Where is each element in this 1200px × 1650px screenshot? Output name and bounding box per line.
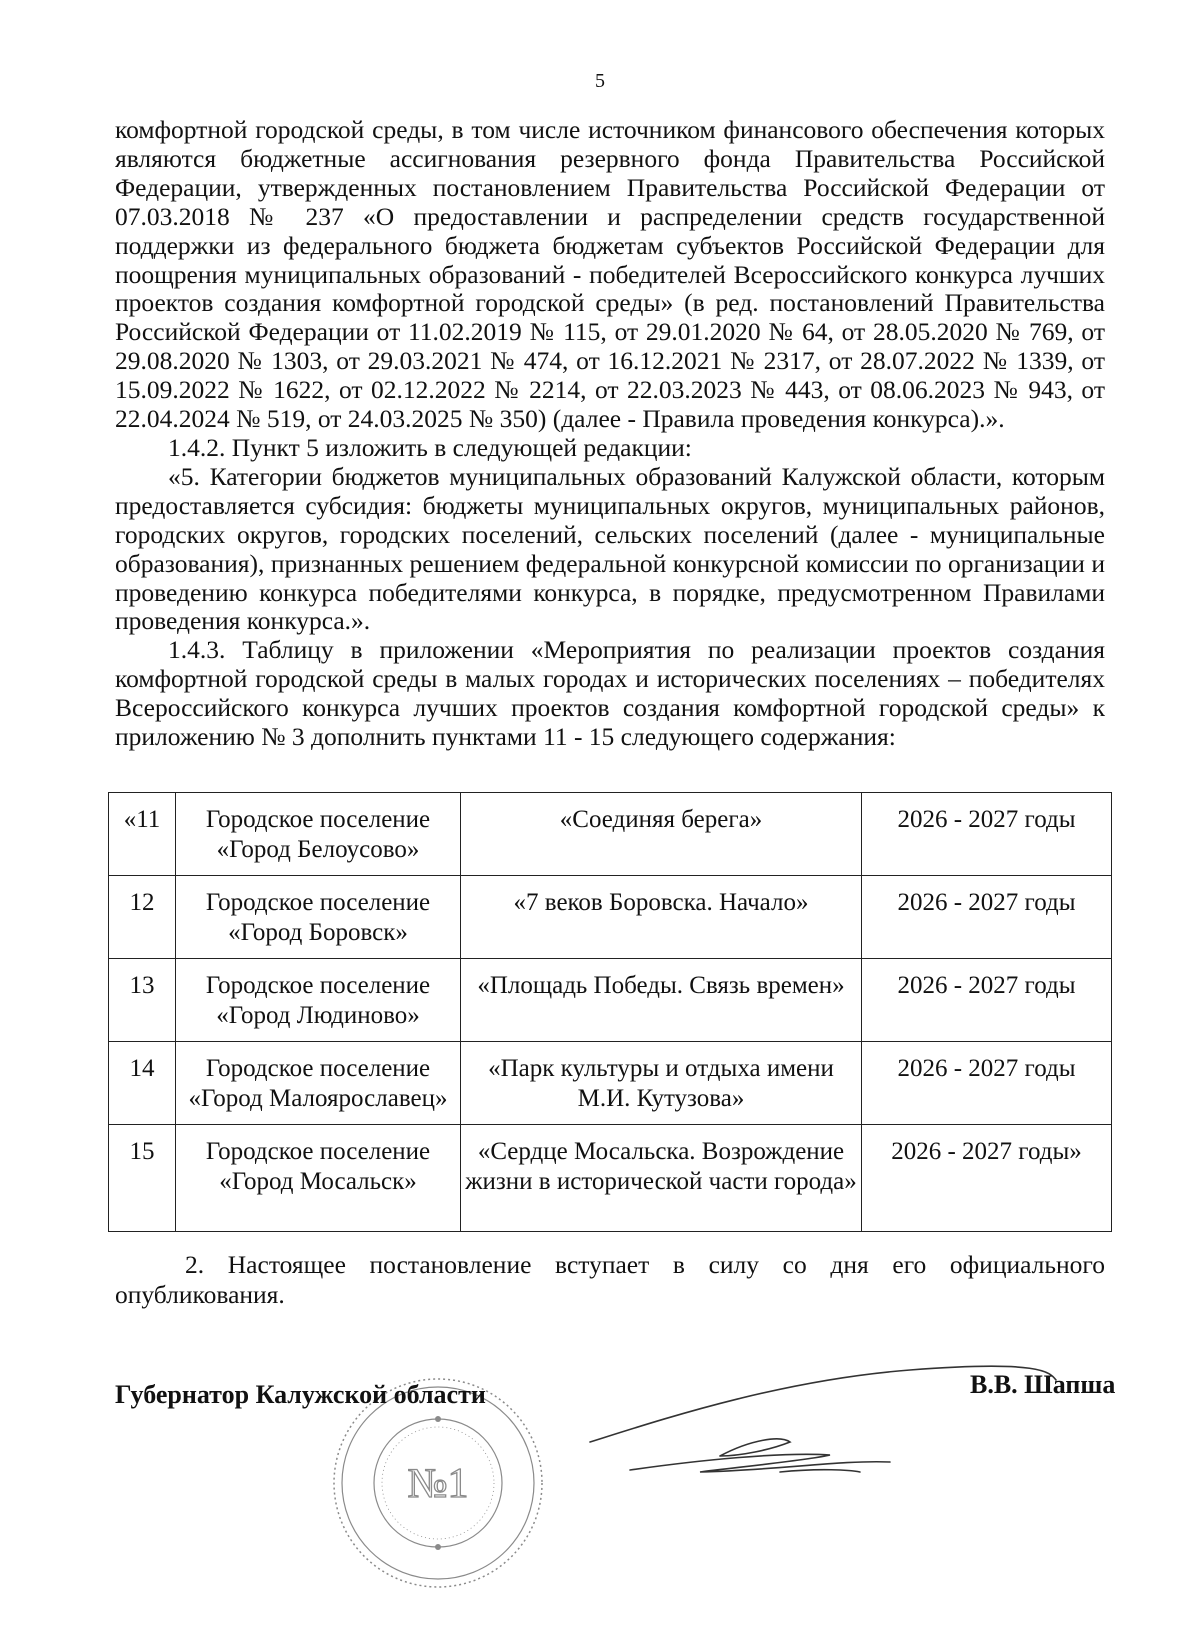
paragraph-continuation: комфортной городской среды, в том числе источником финансового обеспечения которых являются бюджетные ассигнования резервного фонда Правительства Российской Федерации, утвержденных постановлением Правительства Российской Федерации от 07.03.2018 № 237 «О предоставлении и распределении средств государственной поддержки из федерального бюджета бюджетам субъектов Российской Федерации для поощрения муниципальных образований - победителей Всероссийского конкурса лучших проектов создания комфортной городской среды» (в ред. постановлений Правительства Российской Федерации от 11.02.2019 № 115, от 29.01.2020 № 64, от 28.05.2020 № 769, от 29.08.2020 № 1303, от 29.03.2021 № 474, от 16.12.2021 № 2317, от 28.07.2022 № 1339, от 15.09.2022 № 1622, от 02.12.2022 № 2214, от 22.03.2023 № 443, от 08.06.2023 № 943, от 22.04.2024 № 519, от 24.03.2025 № 350) (далее - Правила проведения конкурса).».	[115, 115, 1105, 434]
years-cell: 2026 - 2027 годы	[862, 959, 1112, 1042]
project-cell: «Площадь Победы. Связь времен»	[461, 959, 862, 1042]
governor-name: В.В. Шапша	[970, 1370, 1116, 1399]
project-cell: «7 веков Боровска. Начало»	[461, 876, 862, 959]
project-cell: «Парк культуры и отдыха имени М.И. Кутузова»	[461, 1042, 862, 1125]
table-row	[109, 793, 1112, 876]
table-row	[109, 876, 1112, 959]
projects-table	[108, 792, 1112, 1232]
body-text	[115, 116, 1105, 752]
row-number: 15	[109, 1125, 176, 1232]
municipality-cell: Городское поселение «Город Белоусово»	[176, 793, 461, 876]
paragraph-1-4-2: 1.4.2. Пункт 5 изложить в следующей редакции:	[168, 432, 692, 462]
years-cell: 2026 - 2027 годы	[862, 793, 1112, 876]
governor-title: Губернатор Калужской области	[115, 1380, 486, 1409]
row-number: 12	[109, 876, 176, 959]
project-cell: «Соединяя берега»	[461, 793, 862, 876]
paragraph-point-5: «5. Категории бюджетов муниципальных образований Калужской области, которым предоставляется субсидия: бюджеты муниципальных округов, муниципальных районов, городских округов, городских поселений, сельских поселений (далее - муниципальные образования), признанных решением федеральной конкурсной комиссии по организации и проведению конкурса победителями конкурса, в порядке, предусмотренном Правилами проведения конкурса.».	[115, 461, 1105, 636]
municipality-cell: Городское поселение «Город Малоярославец»	[176, 1042, 461, 1125]
years-cell: 2026 - 2027 годы»	[862, 1125, 1112, 1232]
row-number: 13	[109, 959, 176, 1042]
final-paragraph: 2. Настоящее постановление вступает в силу со дня его официального опубликования.	[115, 1250, 1105, 1309]
page-number: 5	[595, 70, 605, 92]
paragraph-1-4-3: 1.4.3. Таблицу в приложении «Мероприятия по реализации проектов создания комфортной городской среды в малых городах и исторических поселениях – победителях Всероссийского конкурса лучших проектов создания комфортной городской среды» к приложению № 3 дополнить пунктами 11 - 15 следующего содержания:	[115, 635, 1105, 752]
svg-text:№1: №1	[407, 1461, 469, 1507]
row-number: 14	[109, 1042, 176, 1125]
row-number: «11	[109, 793, 176, 876]
years-cell: 2026 - 2027 годы	[862, 876, 1112, 959]
table-row	[109, 1125, 1112, 1232]
municipality-cell: Городское поселение «Город Мосальск»	[176, 1125, 461, 1232]
municipality-cell: Городское поселение «Город Боровск»	[176, 876, 461, 959]
project-cell: «Сердце Мосальска. Возрождение жизни в исторической части города»	[461, 1125, 862, 1232]
municipality-cell: Городское поселение «Город Людиново»	[176, 959, 461, 1042]
years-cell: 2026 - 2027 годы	[862, 1042, 1112, 1125]
table-row	[109, 959, 1112, 1042]
table-row	[109, 1042, 1112, 1125]
